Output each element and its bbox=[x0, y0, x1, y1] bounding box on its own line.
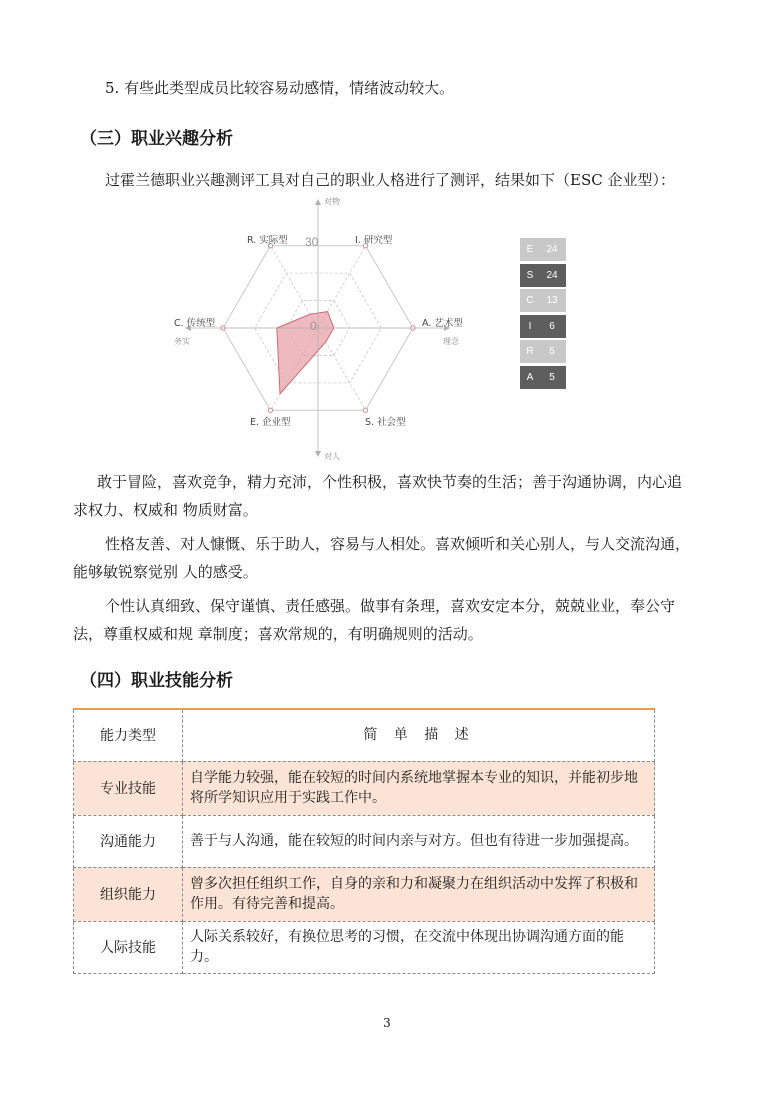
radar-vertex-dot-s bbox=[363, 408, 367, 412]
header-cell-category: 能力类型 bbox=[74, 709, 183, 761]
paragraph-3-line-1: 个性认真细致、保守谨慎、责任感强。做事有条理，喜欢安定本分，兢兢业业，奉公守 bbox=[105, 597, 676, 615]
axis-label-right: 理念 bbox=[443, 337, 459, 346]
table-cell-description: 善于与人沟通，能在较短的时间内亲与对方。但也有待进一步加强提高。 bbox=[183, 815, 655, 867]
legend-item bbox=[520, 264, 566, 287]
legend-item bbox=[520, 366, 566, 389]
legend-key: C bbox=[526, 295, 534, 306]
header-cell-description: 简 单 描 述 bbox=[183, 709, 655, 761]
axis-label-bottom: 对人 bbox=[324, 452, 340, 461]
legend-item bbox=[520, 289, 566, 312]
legend-key: I bbox=[528, 320, 532, 332]
table-header-row bbox=[74, 709, 655, 761]
table-row bbox=[74, 867, 655, 921]
bottom-arrow-icon bbox=[315, 451, 321, 457]
axis-label-left: 务实 bbox=[174, 337, 190, 346]
legend-value: 5 bbox=[549, 346, 555, 357]
legend-key: S bbox=[526, 269, 534, 281]
paragraph-1-line-1: 敢于冒险，喜欢竞争，精力充沛，个性积极，喜欢快节奏的生活；善于沟通协调，内心追 bbox=[97, 473, 683, 491]
radar-vertex-dot-e bbox=[268, 408, 272, 412]
legend-value: 24 bbox=[546, 269, 558, 281]
table-row bbox=[74, 921, 655, 973]
scale-min-label: 0 bbox=[310, 319, 317, 333]
section-3-intro: 过霍兰德职业兴趣测评工具对自己的职业人格进行了测评，结果如下（ESC 企业型）： bbox=[105, 171, 675, 189]
legend-item bbox=[520, 315, 566, 338]
paragraph-2-line-1: 性格友善、对人慷慨、乐于助人，容易与人相处。喜欢倾听和关心别人，与人交流沟通， bbox=[105, 535, 691, 553]
paragraph-2-line-2: 能够敏锐察觉别 人的感受。 bbox=[73, 563, 258, 581]
radar-chart bbox=[150, 190, 490, 465]
legend-item bbox=[520, 340, 566, 363]
vertex-label-c: C. 传统型 bbox=[174, 318, 216, 329]
vertex-label-r: R. 实际型 bbox=[247, 235, 288, 246]
radar-data-polygon bbox=[277, 312, 334, 394]
table-cell-category: 沟通能力 bbox=[74, 815, 183, 867]
paragraph-1-line-2: 求权力、权威和 物质财富。 bbox=[73, 501, 258, 519]
vertex-label-e: E. 企业型 bbox=[250, 417, 291, 428]
page-number: 3 bbox=[383, 1016, 391, 1030]
table-cell-category: 人际技能 bbox=[74, 921, 183, 973]
table-cell-description: 曾多次担任组织工作，自身的亲和力和凝聚力在组织活动中发挥了积极和作用。有待完善和提高。 bbox=[183, 867, 655, 921]
table-cell-category: 组织能力 bbox=[74, 867, 183, 921]
section-heading-4: （四）职业技能分析 bbox=[80, 671, 233, 691]
legend-key: E bbox=[526, 244, 534, 255]
legend-value: 24 bbox=[546, 244, 558, 255]
table-row bbox=[74, 761, 655, 815]
list-item-5: 5. 有些此类型成员比较容易动感情，情绪波动较大。 bbox=[105, 79, 455, 97]
paragraph-3-line-2: 法，尊重权威和规 章制度；喜欢常规的，有明确规则的活动。 bbox=[73, 625, 483, 643]
table-cell-description: 自学能力较强，能在较短的时间内系统地掌握本专业的知识，并能初步地将所学知识应用于实践工作中。 bbox=[183, 761, 655, 815]
vertex-label-s: S. 社会型 bbox=[365, 417, 406, 428]
table-row bbox=[74, 815, 655, 867]
vertex-label-a: A. 艺术型 bbox=[422, 318, 463, 329]
skills-table bbox=[73, 708, 655, 974]
legend-value: 5 bbox=[549, 371, 555, 383]
table-cell-category: 专业技能 bbox=[74, 761, 183, 815]
legend-value: 6 bbox=[549, 320, 555, 332]
vertex-label-i: I. 研究型 bbox=[355, 235, 393, 246]
legend-item bbox=[520, 238, 566, 261]
table-cell-description: 人际关系较好，有换位思考的习惯，在交流中体现出协调沟通方面的能力。 bbox=[183, 921, 655, 973]
legend-key: A bbox=[526, 371, 534, 383]
legend-key: R bbox=[526, 346, 534, 357]
top-arrow-icon bbox=[315, 199, 321, 205]
legend-value: 13 bbox=[546, 295, 558, 306]
section-heading-3: （三）职业兴趣分析 bbox=[80, 129, 233, 149]
scale-max-label: 30 bbox=[305, 235, 319, 249]
axis-label-top: 对物 bbox=[324, 197, 340, 206]
